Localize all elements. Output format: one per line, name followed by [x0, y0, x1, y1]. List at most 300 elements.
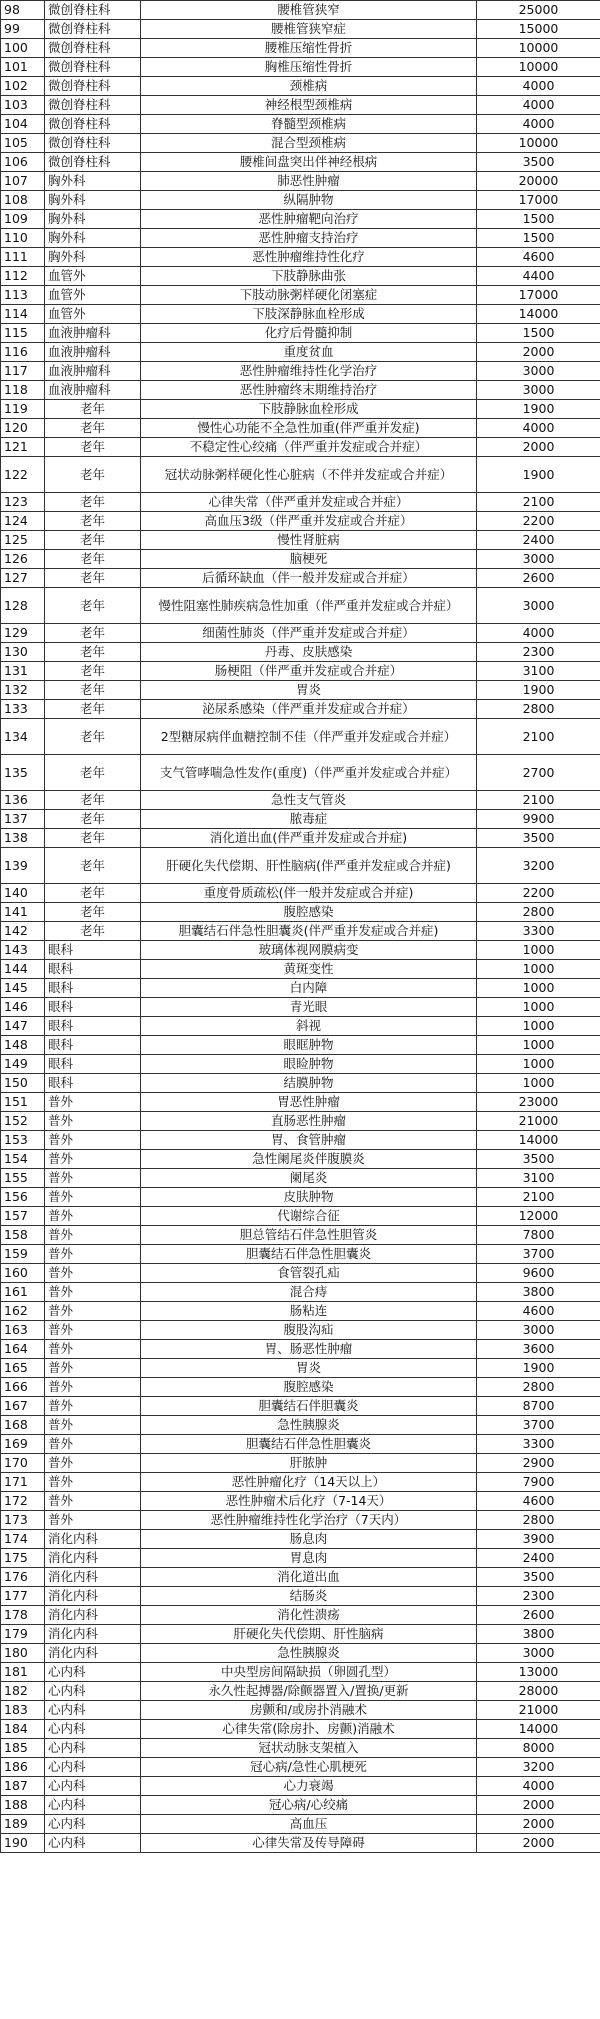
- row-number: 159: [1, 1245, 45, 1264]
- diagnosis-cell: 胆囊结石伴急性胆囊炎(伴严重并发症或合并症): [141, 922, 477, 941]
- table-row: [1, 362, 600, 381]
- table-row: [1, 1188, 600, 1207]
- department-cell: 老年: [45, 903, 141, 922]
- row-number: 151: [1, 1093, 45, 1112]
- amount-cell: 2000: [477, 1815, 600, 1834]
- department-cell: 心内科: [45, 1834, 141, 1853]
- department-cell: 胸外科: [45, 191, 141, 210]
- amount-cell: 3000: [477, 588, 600, 624]
- table-row: [1, 438, 600, 457]
- row-number: 171: [1, 1473, 45, 1492]
- row-number: 99: [1, 20, 45, 39]
- row-number: 160: [1, 1264, 45, 1283]
- amount-cell: 2300: [477, 1587, 600, 1606]
- table-row: [1, 1, 600, 20]
- department-cell: 老年: [45, 810, 141, 829]
- amount-cell: 3100: [477, 1169, 600, 1188]
- row-number: 124: [1, 512, 45, 531]
- table-row: [1, 39, 600, 58]
- amount-cell: 2800: [477, 903, 600, 922]
- department-cell: 微创脊柱科: [45, 77, 141, 96]
- row-number: 130: [1, 643, 45, 662]
- table-row: [1, 1074, 600, 1093]
- table-row: [1, 115, 600, 134]
- table-row: [1, 1454, 600, 1473]
- diagnosis-cell: 冠心病/急性心肌梗死: [141, 1758, 477, 1777]
- amount-cell: 13000: [477, 1663, 600, 1682]
- department-cell: 老年: [45, 848, 141, 884]
- row-number: 173: [1, 1511, 45, 1530]
- department-cell: 微创脊柱科: [45, 58, 141, 77]
- department-cell: 胸外科: [45, 210, 141, 229]
- diagnosis-cell: 胃炎: [141, 1359, 477, 1378]
- row-number: 164: [1, 1340, 45, 1359]
- row-number: 104: [1, 115, 45, 134]
- amount-cell: 2800: [477, 700, 600, 719]
- row-number: 120: [1, 419, 45, 438]
- table-row: [1, 134, 600, 153]
- amount-cell: 14000: [477, 1131, 600, 1150]
- amount-cell: 4600: [477, 1302, 600, 1321]
- table-row: [1, 96, 600, 115]
- row-number: 145: [1, 979, 45, 998]
- table-row: [1, 229, 600, 248]
- table-row: [1, 1321, 600, 1340]
- department-cell: 老年: [45, 624, 141, 643]
- row-number: 129: [1, 624, 45, 643]
- diagnosis-cell: 眼眶肿物: [141, 1036, 477, 1055]
- amount-cell: 2200: [477, 512, 600, 531]
- department-cell: 微创脊柱科: [45, 115, 141, 134]
- row-number: 131: [1, 662, 45, 681]
- department-cell: 普外: [45, 1359, 141, 1378]
- department-cell: 普外: [45, 1112, 141, 1131]
- table-row: [1, 979, 600, 998]
- amount-cell: 2000: [477, 438, 600, 457]
- diagnosis-cell: 直肠恶性肿瘤: [141, 1112, 477, 1131]
- department-cell: 老年: [45, 662, 141, 681]
- row-number: 180: [1, 1644, 45, 1663]
- row-number: 118: [1, 381, 45, 400]
- department-cell: 心内科: [45, 1682, 141, 1701]
- amount-cell: 1000: [477, 979, 600, 998]
- department-cell: 胸外科: [45, 229, 141, 248]
- diagnosis-cell: 恶性肿瘤化疗（14天以上）: [141, 1473, 477, 1492]
- amount-cell: 25000: [477, 1, 600, 20]
- table-row: [1, 643, 600, 662]
- amount-cell: 4000: [477, 624, 600, 643]
- amount-cell: 2400: [477, 1549, 600, 1568]
- department-cell: 老年: [45, 791, 141, 810]
- diagnosis-cell: 冠状动脉支架植入: [141, 1739, 477, 1758]
- table-row: [1, 1226, 600, 1245]
- table-row: [1, 531, 600, 550]
- table-row: [1, 624, 600, 643]
- diagnosis-cell: 支气管哮喘急性发作(重度)（伴严重并发症或合并症）: [141, 755, 477, 791]
- fee-table-body: [1, 1, 600, 1853]
- diagnosis-cell: 重度骨质疏松(伴一般并发症或合并症): [141, 884, 477, 903]
- table-row: [1, 419, 600, 438]
- department-cell: 微创脊柱科: [45, 20, 141, 39]
- amount-cell: 17000: [477, 191, 600, 210]
- amount-cell: 3500: [477, 829, 600, 848]
- table-row: [1, 1606, 600, 1625]
- department-cell: 眼科: [45, 1017, 141, 1036]
- table-row: [1, 305, 600, 324]
- department-cell: 普外: [45, 1226, 141, 1245]
- row-number: 148: [1, 1036, 45, 1055]
- amount-cell: 9600: [477, 1264, 600, 1283]
- row-number: 139: [1, 848, 45, 884]
- diagnosis-cell: 不稳定性心绞痛（伴严重并发症或合并症）: [141, 438, 477, 457]
- department-cell: 老年: [45, 829, 141, 848]
- row-number: 116: [1, 343, 45, 362]
- amount-cell: 3500: [477, 153, 600, 172]
- amount-cell: 2800: [477, 1511, 600, 1530]
- department-cell: 普外: [45, 1131, 141, 1150]
- amount-cell: 1500: [477, 229, 600, 248]
- diagnosis-cell: 心律失常(除房扑、房颤)消融术: [141, 1720, 477, 1739]
- department-cell: 普外: [45, 1169, 141, 1188]
- diagnosis-cell: 神经根型颈椎病: [141, 96, 477, 115]
- row-number: 111: [1, 248, 45, 267]
- diagnosis-cell: 消化性溃疡: [141, 1606, 477, 1625]
- department-cell: 老年: [45, 550, 141, 569]
- department-cell: 眼科: [45, 1036, 141, 1055]
- amount-cell: 2200: [477, 884, 600, 903]
- department-cell: 微创脊柱科: [45, 39, 141, 58]
- table-row: [1, 457, 600, 493]
- diagnosis-cell: 颈椎病: [141, 77, 477, 96]
- diagnosis-cell: 消化道出血(伴严重并发症或合并症): [141, 829, 477, 848]
- row-number: 133: [1, 700, 45, 719]
- diagnosis-cell: 黄斑变性: [141, 960, 477, 979]
- department-cell: 血管外: [45, 267, 141, 286]
- row-number: 114: [1, 305, 45, 324]
- table-row: [1, 922, 600, 941]
- amount-cell: 3500: [477, 1150, 600, 1169]
- diagnosis-cell: 胆囊结石伴急性胆囊炎: [141, 1435, 477, 1454]
- row-number: 162: [1, 1302, 45, 1321]
- row-number: 154: [1, 1150, 45, 1169]
- row-number: 98: [1, 1, 45, 20]
- amount-cell: 1000: [477, 1074, 600, 1093]
- department-cell: 老年: [45, 512, 141, 531]
- diagnosis-cell: 脊髓型颈椎病: [141, 115, 477, 134]
- amount-cell: 21000: [477, 1112, 600, 1131]
- table-row: [1, 1663, 600, 1682]
- diagnosis-cell: 高血压: [141, 1815, 477, 1834]
- department-cell: 心内科: [45, 1815, 141, 1834]
- table-row: [1, 1473, 600, 1492]
- row-number: 158: [1, 1226, 45, 1245]
- department-cell: 老年: [45, 719, 141, 755]
- department-cell: 普外: [45, 1093, 141, 1112]
- row-number: 187: [1, 1777, 45, 1796]
- amount-cell: 17000: [477, 286, 600, 305]
- department-cell: 普外: [45, 1473, 141, 1492]
- table-row: [1, 210, 600, 229]
- table-row: [1, 343, 600, 362]
- amount-cell: 1000: [477, 941, 600, 960]
- diagnosis-cell: 急性胰腺炎: [141, 1416, 477, 1435]
- table-row: [1, 1207, 600, 1226]
- row-number: 121: [1, 438, 45, 457]
- row-number: 177: [1, 1587, 45, 1606]
- table-row: [1, 810, 600, 829]
- diagnosis-cell: 心律失常（伴严重并发症或合并症）: [141, 493, 477, 512]
- table-row: [1, 1511, 600, 1530]
- amount-cell: 1900: [477, 457, 600, 493]
- amount-cell: 28000: [477, 1682, 600, 1701]
- table-row: [1, 286, 600, 305]
- table-row: [1, 719, 600, 755]
- amount-cell: 2000: [477, 1834, 600, 1853]
- diagnosis-cell: 高血压3级（伴严重并发症或合并症）: [141, 512, 477, 531]
- table-row: [1, 1264, 600, 1283]
- department-cell: 心内科: [45, 1777, 141, 1796]
- diagnosis-cell: 胆囊结石伴胆囊炎: [141, 1397, 477, 1416]
- amount-cell: 3000: [477, 550, 600, 569]
- department-cell: 消化内科: [45, 1530, 141, 1549]
- diagnosis-cell: 2型糖尿病伴血糖控制不佳（伴严重并发症或合并症）: [141, 719, 477, 755]
- diagnosis-cell: 心律失常及传导障碍: [141, 1834, 477, 1853]
- row-number: 153: [1, 1131, 45, 1150]
- diagnosis-cell: 恶性肿瘤术后化疗（7-14天）: [141, 1492, 477, 1511]
- amount-cell: 3200: [477, 1758, 600, 1777]
- department-cell: 消化内科: [45, 1587, 141, 1606]
- row-number: 101: [1, 58, 45, 77]
- diagnosis-cell: 结肠炎: [141, 1587, 477, 1606]
- diagnosis-cell: 慢性肾脏病: [141, 531, 477, 550]
- diagnosis-cell: 代谢综合征: [141, 1207, 477, 1226]
- department-cell: 微创脊柱科: [45, 134, 141, 153]
- department-cell: 消化内科: [45, 1625, 141, 1644]
- table-row: [1, 700, 600, 719]
- diagnosis-cell: 下肢深静脉血栓形成: [141, 305, 477, 324]
- department-cell: 心内科: [45, 1663, 141, 1682]
- amount-cell: 2300: [477, 643, 600, 662]
- table-row: [1, 512, 600, 531]
- table-row: [1, 1131, 600, 1150]
- amount-cell: 2100: [477, 719, 600, 755]
- table-row: [1, 1093, 600, 1112]
- table-row: [1, 58, 600, 77]
- row-number: 189: [1, 1815, 45, 1834]
- table-row: [1, 1720, 600, 1739]
- diagnosis-cell: 腹腔感染: [141, 1378, 477, 1397]
- diagnosis-cell: 胆总管结石伴急性胆管炎: [141, 1226, 477, 1245]
- table-row: [1, 1701, 600, 1720]
- table-row: [1, 1625, 600, 1644]
- table-row: [1, 1834, 600, 1853]
- amount-cell: 3000: [477, 362, 600, 381]
- amount-cell: 1000: [477, 1036, 600, 1055]
- diagnosis-cell: 化疗后骨髓抑制: [141, 324, 477, 343]
- table-row: [1, 569, 600, 588]
- department-cell: 微创脊柱科: [45, 96, 141, 115]
- table-row: [1, 400, 600, 419]
- table-row: [1, 1397, 600, 1416]
- diagnosis-cell: 细菌性肺炎（伴严重并发症或合并症）: [141, 624, 477, 643]
- diagnosis-cell: 肝脓肿: [141, 1454, 477, 1473]
- department-cell: 老年: [45, 493, 141, 512]
- table-row: [1, 1777, 600, 1796]
- diagnosis-cell: 丹毒、皮肤感染: [141, 643, 477, 662]
- row-number: 108: [1, 191, 45, 210]
- row-number: 163: [1, 1321, 45, 1340]
- diagnosis-cell: 结膜肿物: [141, 1074, 477, 1093]
- table-row: [1, 1644, 600, 1663]
- amount-cell: 4000: [477, 77, 600, 96]
- diagnosis-cell: 腰椎间盘突出伴神经根病: [141, 153, 477, 172]
- department-cell: 老年: [45, 884, 141, 903]
- table-row: [1, 172, 600, 191]
- diagnosis-cell: 皮肤肿物: [141, 1188, 477, 1207]
- table-row: [1, 1055, 600, 1074]
- department-cell: 眼科: [45, 1055, 141, 1074]
- diagnosis-cell: 泌尿系感染（伴严重并发症或合并症）: [141, 700, 477, 719]
- department-cell: 老年: [45, 588, 141, 624]
- table-row: [1, 998, 600, 1017]
- department-cell: 普外: [45, 1207, 141, 1226]
- department-cell: 眼科: [45, 960, 141, 979]
- table-row: [1, 1359, 600, 1378]
- table-row: [1, 191, 600, 210]
- department-cell: 血液肿瘤科: [45, 381, 141, 400]
- amount-cell: 14000: [477, 305, 600, 324]
- diagnosis-cell: 腰椎管狭窄: [141, 1, 477, 20]
- department-cell: 普外: [45, 1283, 141, 1302]
- department-cell: 微创脊柱科: [45, 1, 141, 20]
- table-row: [1, 77, 600, 96]
- diagnosis-cell: 慢性阻塞性肺疾病急性加重（伴严重并发症或合并症）: [141, 588, 477, 624]
- diagnosis-cell: 肺恶性肿瘤: [141, 172, 477, 191]
- amount-cell: 1900: [477, 1359, 600, 1378]
- row-number: 168: [1, 1416, 45, 1435]
- diagnosis-cell: 腰椎压缩性骨折: [141, 39, 477, 58]
- diagnosis-cell: 胃息肉: [141, 1549, 477, 1568]
- department-cell: 老年: [45, 755, 141, 791]
- table-row: [1, 588, 600, 624]
- row-number: 115: [1, 324, 45, 343]
- amount-cell: 4000: [477, 1777, 600, 1796]
- table-row: [1, 755, 600, 791]
- diagnosis-cell: 肠粘连: [141, 1302, 477, 1321]
- row-number: 150: [1, 1074, 45, 1093]
- diagnosis-cell: 重度贫血: [141, 343, 477, 362]
- department-cell: 普外: [45, 1492, 141, 1511]
- amount-cell: 1900: [477, 681, 600, 700]
- row-number: 149: [1, 1055, 45, 1074]
- department-cell: 老年: [45, 457, 141, 493]
- row-number: 182: [1, 1682, 45, 1701]
- row-number: 165: [1, 1359, 45, 1378]
- department-cell: 普外: [45, 1245, 141, 1264]
- diagnosis-cell: 永久性起搏器/除颤器置入/置换/更新: [141, 1682, 477, 1701]
- department-cell: 老年: [45, 438, 141, 457]
- diagnosis-cell: 心力衰竭: [141, 1777, 477, 1796]
- amount-cell: 7900: [477, 1473, 600, 1492]
- row-number: 105: [1, 134, 45, 153]
- row-number: 169: [1, 1435, 45, 1454]
- diagnosis-cell: 急性支气管炎: [141, 791, 477, 810]
- amount-cell: 3000: [477, 1644, 600, 1663]
- row-number: 128: [1, 588, 45, 624]
- department-cell: 普外: [45, 1397, 141, 1416]
- amount-cell: 10000: [477, 134, 600, 153]
- table-row: [1, 1150, 600, 1169]
- amount-cell: 1000: [477, 998, 600, 1017]
- table-row: [1, 941, 600, 960]
- department-cell: 老年: [45, 681, 141, 700]
- row-number: 123: [1, 493, 45, 512]
- department-cell: 眼科: [45, 941, 141, 960]
- row-number: 157: [1, 1207, 45, 1226]
- amount-cell: 1500: [477, 210, 600, 229]
- diagnosis-cell: 胸椎压缩性骨折: [141, 58, 477, 77]
- amount-cell: 14000: [477, 1720, 600, 1739]
- row-number: 106: [1, 153, 45, 172]
- department-cell: 心内科: [45, 1720, 141, 1739]
- amount-cell: 1900: [477, 400, 600, 419]
- department-cell: 消化内科: [45, 1568, 141, 1587]
- amount-cell: 3200: [477, 848, 600, 884]
- row-number: 132: [1, 681, 45, 700]
- diagnosis-cell: 阑尾炎: [141, 1169, 477, 1188]
- diagnosis-cell: 白内障: [141, 979, 477, 998]
- department-cell: 老年: [45, 922, 141, 941]
- row-number: 183: [1, 1701, 45, 1720]
- department-cell: 胸外科: [45, 172, 141, 191]
- row-number: 138: [1, 829, 45, 848]
- department-cell: 心内科: [45, 1758, 141, 1777]
- diagnosis-cell: 下肢静脉曲张: [141, 267, 477, 286]
- table-row: [1, 1587, 600, 1606]
- table-row: [1, 829, 600, 848]
- table-row: [1, 960, 600, 979]
- department-cell: 普外: [45, 1302, 141, 1321]
- amount-cell: 4000: [477, 419, 600, 438]
- amount-cell: 1000: [477, 1017, 600, 1036]
- department-cell: 眼科: [45, 979, 141, 998]
- table-row: [1, 267, 600, 286]
- table-row: [1, 1378, 600, 1397]
- amount-cell: 2900: [477, 1454, 600, 1473]
- department-cell: 心内科: [45, 1796, 141, 1815]
- department-cell: 消化内科: [45, 1644, 141, 1663]
- row-number: 155: [1, 1169, 45, 1188]
- diagnosis-cell: 斜视: [141, 1017, 477, 1036]
- diagnosis-cell: 腰椎管狭窄症: [141, 20, 477, 39]
- department-cell: 普外: [45, 1321, 141, 1340]
- row-number: 156: [1, 1188, 45, 1207]
- table-row: [1, 1682, 600, 1701]
- row-number: 134: [1, 719, 45, 755]
- row-number: 143: [1, 941, 45, 960]
- diagnosis-cell: 胃、食管肿瘤: [141, 1131, 477, 1150]
- row-number: 112: [1, 267, 45, 286]
- amount-cell: 9900: [477, 810, 600, 829]
- diagnosis-cell: 胆囊结石伴急性胆囊炎: [141, 1245, 477, 1264]
- row-number: 147: [1, 1017, 45, 1036]
- row-number: 113: [1, 286, 45, 305]
- amount-cell: 1000: [477, 1055, 600, 1074]
- amount-cell: 3700: [477, 1245, 600, 1264]
- diagnosis-cell: 肠息肉: [141, 1530, 477, 1549]
- department-cell: 老年: [45, 419, 141, 438]
- table-row: [1, 153, 600, 172]
